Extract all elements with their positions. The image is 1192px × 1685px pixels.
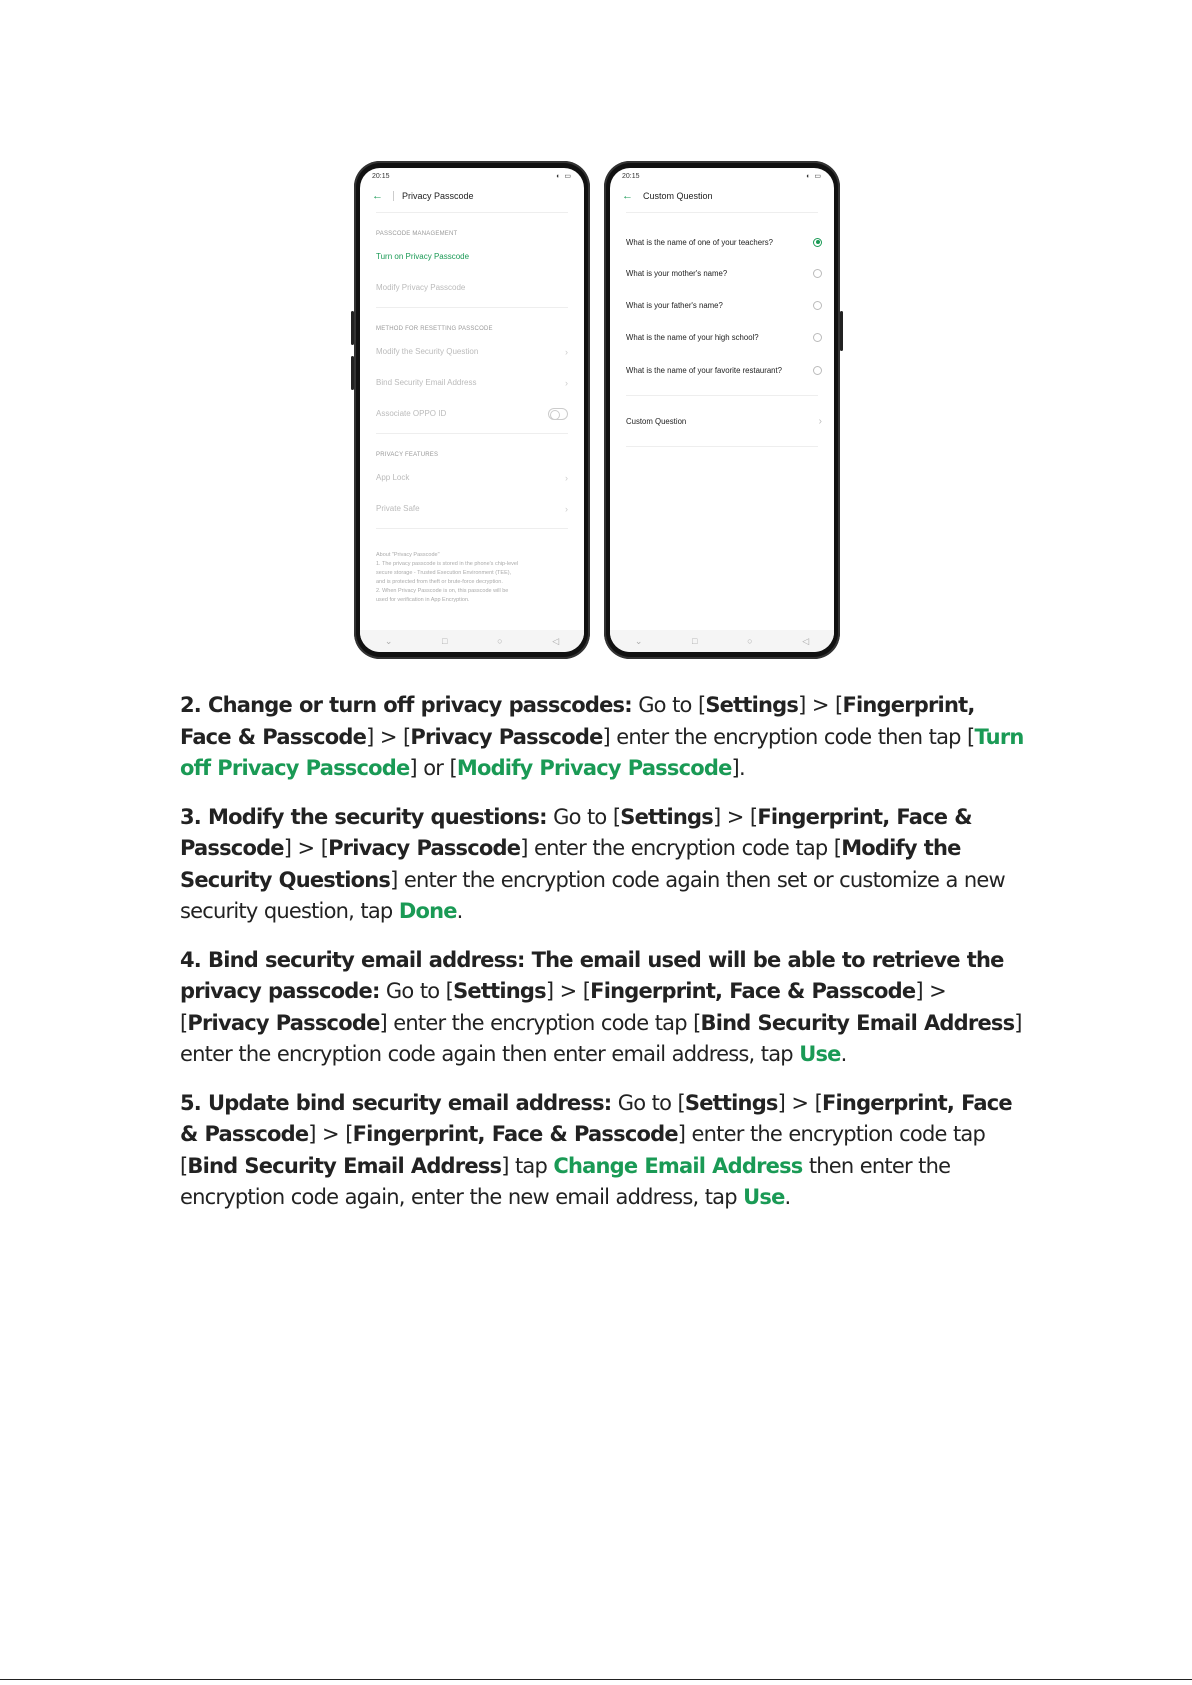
custom-question-item[interactable]: Custom Question › xyxy=(626,415,822,427)
divider xyxy=(626,446,818,447)
circle-icon[interactable]: ○ xyxy=(747,636,753,646)
phone-screen xyxy=(610,168,834,652)
volume-button xyxy=(351,356,354,390)
app-bar xyxy=(360,184,584,208)
square-icon[interactable]: □ xyxy=(692,636,698,646)
volume-button xyxy=(351,311,354,345)
turn-on-privacy-passcode[interactable]: Turn on Privacy Passcode xyxy=(376,252,470,261)
section-header: METHOD FOR RESETTING PASSCODE xyxy=(376,326,493,332)
phone-privacy-passcode xyxy=(354,161,590,659)
step-5: 5. Update bind security email address: Go to [Settings] > [Fingerprint, Face & Passcode] > [Fingerprint, Face & Passcode] enter the encryption code tap [Bind Security Email Address] tap Change Email Address then enter the encryption code again, enter the new email address, tap Use. xyxy=(180,1090,1012,1209)
status-time: 20:15 xyxy=(372,172,390,180)
divider xyxy=(376,433,568,434)
nav-bar xyxy=(360,630,584,652)
instructions xyxy=(180,690,1030,1231)
status-bar xyxy=(610,168,834,184)
screenshot-pair xyxy=(354,161,838,659)
question-option[interactable]: What is the name of your high school? xyxy=(610,321,834,353)
status-icons: ◐ ▭ xyxy=(556,173,572,180)
modify-privacy-passcode[interactable]: Modify Privacy Passcode xyxy=(376,283,466,292)
step-4: 4. Bind security email address: The email used will be able to retrieve the privacy passcode: Go to [Settings] > [Fingerprint, Face & Passcode] > [Privacy Passcode] enter the encryption code tap [Bind Security Email Address] enter the encryption code again then enter email address, tap Use. xyxy=(180,947,1022,1066)
chevron-right-icon: › xyxy=(565,346,568,357)
page-footer-rule xyxy=(0,1679,1192,1680)
radio-button[interactable] xyxy=(813,333,822,342)
app-bar xyxy=(610,184,834,208)
bind-security-email[interactable]: Bind Security Email Address › xyxy=(376,377,568,388)
status-icons: ◐ ▭ xyxy=(806,173,822,180)
section-header: PASSCODE MANAGEMENT xyxy=(376,231,458,237)
step-3: 3. Modify the security questions: Go to [Settings] > [Fingerprint, Face & Passcode] > [Privacy Passcode] enter the encryption code tap [Modify the Security Questions] enter the encryption code again then set or customize a new security question, tap Done. xyxy=(180,804,1005,923)
square-icon[interactable]: □ xyxy=(442,636,448,646)
chevron-down-icon[interactable]: ⌄ xyxy=(634,635,643,646)
chevron-right-icon: › xyxy=(565,503,568,514)
power-button xyxy=(840,311,843,351)
chevron-down-icon[interactable]: ⌄ xyxy=(384,635,393,646)
chevron-right-icon: › xyxy=(565,377,568,388)
back-arrow-icon[interactable]: ← xyxy=(622,190,633,202)
triangle-back-icon[interactable]: ◁ xyxy=(552,635,560,646)
circle-icon[interactable]: ○ xyxy=(497,636,503,646)
divider xyxy=(393,191,394,201)
divider xyxy=(376,212,568,213)
question-option[interactable]: What is your father's name? xyxy=(610,289,834,321)
triangle-back-icon[interactable]: ◁ xyxy=(802,635,810,646)
app-lock[interactable]: App Lock › xyxy=(376,472,568,483)
private-safe[interactable]: Private Safe › xyxy=(376,503,568,514)
status-bar xyxy=(360,168,584,184)
chevron-right-icon: › xyxy=(565,472,568,483)
radio-button[interactable] xyxy=(813,366,822,375)
divider xyxy=(626,212,818,213)
question-option[interactable]: What is the name of one of your teachers? xyxy=(610,227,834,257)
divider xyxy=(376,528,568,529)
status-time: 20:15 xyxy=(622,172,640,180)
radio-button[interactable] xyxy=(813,301,822,310)
toggle-switch[interactable] xyxy=(548,408,568,420)
chevron-right-icon: › xyxy=(818,415,822,427)
nav-bar xyxy=(610,630,834,652)
screen-title: Privacy Passcode xyxy=(402,191,474,201)
modify-security-question[interactable]: Modify the Security Question › xyxy=(376,346,568,357)
question-option[interactable]: What is the name of your favorite restaurant? xyxy=(610,353,834,387)
associate-oppo-id[interactable]: Associate OPPO ID xyxy=(360,398,584,429)
divider xyxy=(626,395,818,396)
phone-screen xyxy=(360,168,584,652)
divider xyxy=(376,307,568,308)
back-arrow-icon[interactable]: ← xyxy=(372,190,383,202)
section-header: PRIVACY FEATURES xyxy=(376,452,439,458)
radio-selected[interactable] xyxy=(813,238,822,247)
phone-custom-question xyxy=(604,161,840,659)
question-option[interactable]: What is your mother's name? xyxy=(610,257,834,289)
radio-button[interactable] xyxy=(813,269,822,278)
step-2: 2. Change or turn off privacy passcodes: Go to [Settings] > [Fingerprint, Face & Passcode] > [Privacy Passcode] enter the encryption code then tap [Turn off Privacy Passcode] or [Modify Privacy Passcode]. xyxy=(180,693,1024,780)
screen-title: Custom Question xyxy=(643,191,713,201)
about-note: About "Privacy Passcode" 1. The privacy passcode is stored in the phone's chip-level secure storage - Trusted Execution Environment (TEE), and is protected from theft or brute-force decryption. 2. When Privacy Passcode is on, this passcode will be used for verification in App Encryption. xyxy=(376,552,519,603)
